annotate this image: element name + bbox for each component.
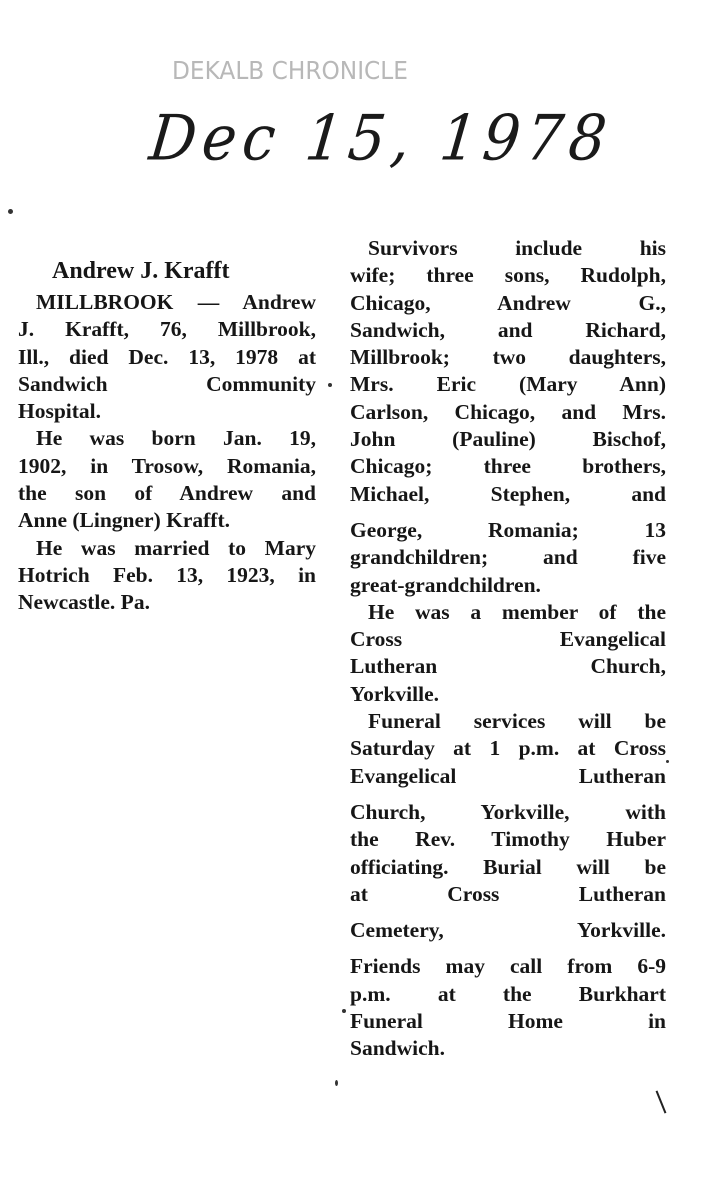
text-line: Chicago; three brothers,	[350, 454, 666, 479]
print-speck	[328, 383, 332, 387]
newspaper-stamp: DEKALB CHRONICLE	[172, 56, 408, 85]
scan-mark	[656, 1090, 667, 1113]
print-speck	[335, 1080, 338, 1086]
text-line: Friends may call from 6-9	[350, 954, 666, 979]
text-line: Michael, Stephen, and	[350, 481, 666, 506]
text-line: Evangelical Lutheran	[350, 763, 666, 788]
text-line: Newcastle. Pa.	[18, 590, 150, 615]
text-line: grandchildren; and five	[350, 545, 666, 570]
text-line: John (Pauline) Bischof,	[350, 427, 666, 452]
print-speck	[8, 209, 13, 214]
text-line: Survivors include his	[368, 236, 666, 260]
text-line: Sandwich.	[350, 1036, 445, 1061]
text-line: Mrs. Eric (Mary Ann)	[350, 372, 666, 397]
text-line: 1902, in Trosow, Romania,	[18, 453, 316, 478]
text-line: Cemetery, Yorkville.	[350, 918, 666, 943]
text-line: J. Krafft, 76, Millbrook,	[18, 317, 316, 342]
text-line: the Rev. Timothy Huber	[350, 827, 666, 852]
text-line: MILLBROOK — Andrew	[36, 290, 316, 314]
obituary-headline: Andrew J. Krafft	[52, 258, 230, 284]
text-line: He was married to Mary	[36, 535, 316, 560]
print-speck	[666, 760, 669, 763]
text-line: officiating. Burial will be	[350, 854, 666, 879]
text-line: Yorkville.	[350, 681, 439, 706]
text-line: Saturday at 1 p.m. at Cross	[350, 736, 666, 761]
text-line: at Cross Lutheran	[350, 881, 666, 906]
text-line: wife; three sons, Rudolph,	[350, 263, 666, 288]
text-line: Sandwich, and Richard,	[350, 317, 666, 342]
text-line: Funeral Home in	[350, 1009, 666, 1034]
text-line: Carlson, Chicago, and Mrs.	[350, 399, 666, 424]
obituary-left-column	[18, 255, 316, 617]
print-speck	[342, 1009, 346, 1013]
text-line: great-grandchildren.	[350, 572, 541, 597]
text-line: Chicago, Andrew G.,	[350, 290, 666, 315]
text-line: George, Romania; 13	[350, 517, 666, 542]
text-line: Hotrich Feb. 13, 1923, in	[18, 562, 316, 587]
text-line: the son of Andrew and	[18, 481, 316, 506]
text-line: Millbrook; two daughters,	[350, 345, 666, 370]
text-line: Hospital.	[18, 399, 102, 424]
text-line: He was a member of the	[368, 599, 666, 624]
text-line: He was born Jan. 19,	[36, 426, 316, 451]
text-line: p.m. at the Burkhart	[350, 981, 666, 1006]
text-line: Church, Yorkville, with	[350, 799, 666, 824]
handwritten-date: Dec 15, 1978	[146, 101, 616, 175]
text-line: Lutheran Church,	[350, 654, 666, 679]
text-line: Cross Evangelical	[350, 627, 666, 652]
text-line: Anne (Lingner) Krafft.	[18, 508, 230, 533]
obituary-right-column	[350, 235, 666, 1063]
text-line: Sandwich Community	[18, 371, 316, 396]
text-line: Funeral services will be	[368, 709, 666, 734]
text-line: Ill., died Dec. 13, 1978 at	[18, 344, 316, 369]
